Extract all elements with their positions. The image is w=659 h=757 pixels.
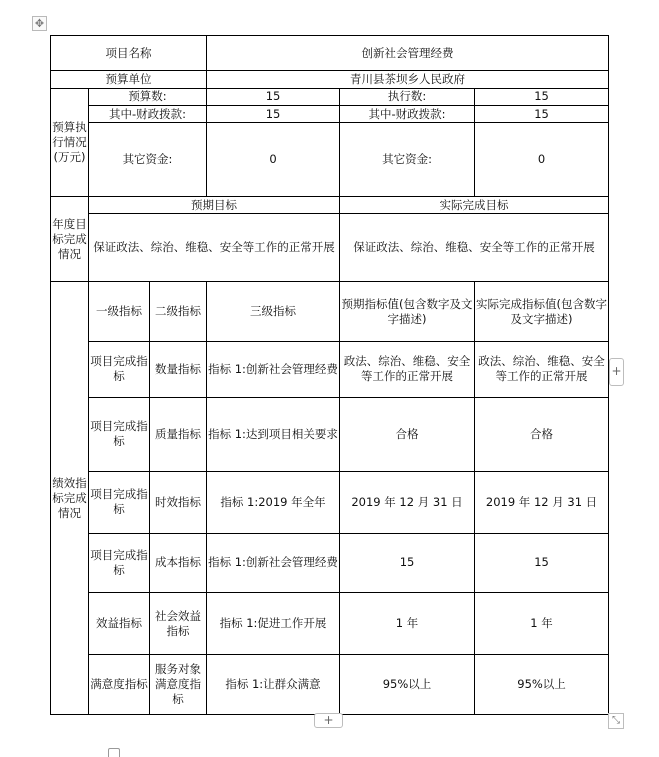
row-level2: 质量指标 [150, 397, 207, 471]
header-actual-value: 实际完成指标值(包含数字及文字描述) [475, 282, 609, 342]
fiscal-exec-value[interactable]: 15 [475, 105, 609, 122]
table-move-handle-icon[interactable]: ✥ [32, 16, 47, 31]
other-funds-exec-value[interactable]: 0 [475, 123, 609, 197]
header-level2: 二级指标 [150, 282, 207, 342]
actual-goal-header: 实际完成目标 [340, 197, 609, 214]
performance-section-label: 绩效指标完成情况 [51, 282, 89, 715]
row-expected[interactable]: 政法、综治、维稳、安全等工作的正常开展 [340, 341, 475, 397]
row-level1: 项目完成指标 [89, 341, 150, 397]
row-level1: 效益指标 [89, 593, 150, 655]
row-level2: 数量指标 [150, 341, 207, 397]
table-resize-handle-icon[interactable]: ⤡ [608, 713, 624, 729]
row-level3[interactable]: 指标 1:创新社会管理经费 [207, 533, 340, 593]
row-level2: 社会效益指标 [150, 593, 207, 655]
project-name-value[interactable]: 创新社会管理经费 [207, 36, 609, 71]
table-row [51, 397, 609, 471]
table-row [51, 655, 609, 715]
row-expected[interactable]: 1 年 [340, 593, 475, 655]
row-level3[interactable]: 指标 1:2019 年全年 [207, 471, 340, 533]
budget-amount-label: 预算数: [89, 88, 207, 105]
header-expected-value: 预期指标值(包含数字及文字描述) [340, 282, 475, 342]
row-expected[interactable]: 2019 年 12 月 31 日 [340, 471, 475, 533]
add-column-button[interactable]: + [609, 358, 624, 386]
row-level3[interactable]: 指标 1:创新社会管理经费 [207, 341, 340, 397]
row-expected[interactable]: 15 [340, 533, 475, 593]
table-row [51, 593, 609, 655]
table-row [51, 533, 609, 593]
row-actual[interactable]: 政法、综治、维稳、安全等工作的正常开展 [475, 341, 609, 397]
annual-goals-section-label: 年度目标完成情况 [51, 197, 89, 282]
row-expected[interactable]: 合格 [340, 397, 475, 471]
row-level1: 项目完成指标 [89, 471, 150, 533]
project-name-label: 项目名称 [51, 36, 207, 71]
other-funds-exec-label: 其它资金: [340, 123, 475, 197]
actual-goal-text[interactable]: 保证政法、综治、维稳、安全等工作的正常开展 [340, 214, 609, 282]
fiscal-budget-value[interactable]: 15 [207, 105, 340, 122]
expected-goal-header: 预期目标 [89, 197, 340, 214]
table-row [51, 471, 609, 533]
row-expected[interactable]: 95%以上 [340, 655, 475, 715]
budget-unit-value[interactable]: 青川县茶坝乡人民政府 [207, 71, 609, 88]
exec-amount-label: 执行数: [340, 88, 475, 105]
exec-amount-value[interactable]: 15 [475, 88, 609, 105]
add-row-button[interactable]: + [314, 713, 343, 728]
other-funds-budget-label: 其它资金: [89, 123, 207, 197]
budget-unit-label: 预算单位 [51, 71, 207, 88]
row-level1: 项目完成指标 [89, 533, 150, 593]
row-level1: 满意度指标 [89, 655, 150, 715]
row-level2: 时效指标 [150, 471, 207, 533]
row-level2: 成本指标 [150, 533, 207, 593]
row-level1: 项目完成指标 [89, 397, 150, 471]
header-level3: 三级指标 [207, 282, 340, 342]
row-actual[interactable]: 2019 年 12 月 31 日 [475, 471, 609, 533]
other-funds-budget-value[interactable]: 0 [207, 123, 340, 197]
expected-goal-text[interactable]: 保证政法、综治、维稳、安全等工作的正常开展 [89, 214, 340, 282]
performance-table [50, 35, 609, 715]
row-level3[interactable]: 指标 1:达到项目相关要求 [207, 397, 340, 471]
row-actual[interactable]: 95%以上 [475, 655, 609, 715]
row-actual[interactable]: 合格 [475, 397, 609, 471]
row-level2: 服务对象满意度指标 [150, 655, 207, 715]
fiscal-budget-label: 其中-财政拨款: [89, 105, 207, 122]
fiscal-exec-label: 其中-财政拨款: [340, 105, 475, 122]
row-level3[interactable]: 指标 1:促进工作开展 [207, 593, 340, 655]
table-row [51, 341, 609, 397]
header-level1: 一级指标 [89, 282, 150, 342]
budget-section-label: 预算执行情况(万元) [51, 88, 89, 196]
budget-amount-value[interactable]: 15 [207, 88, 340, 105]
document-icon [108, 748, 120, 757]
row-level3[interactable]: 指标 1:让群众满意 [207, 655, 340, 715]
row-actual[interactable]: 15 [475, 533, 609, 593]
row-actual[interactable]: 1 年 [475, 593, 609, 655]
